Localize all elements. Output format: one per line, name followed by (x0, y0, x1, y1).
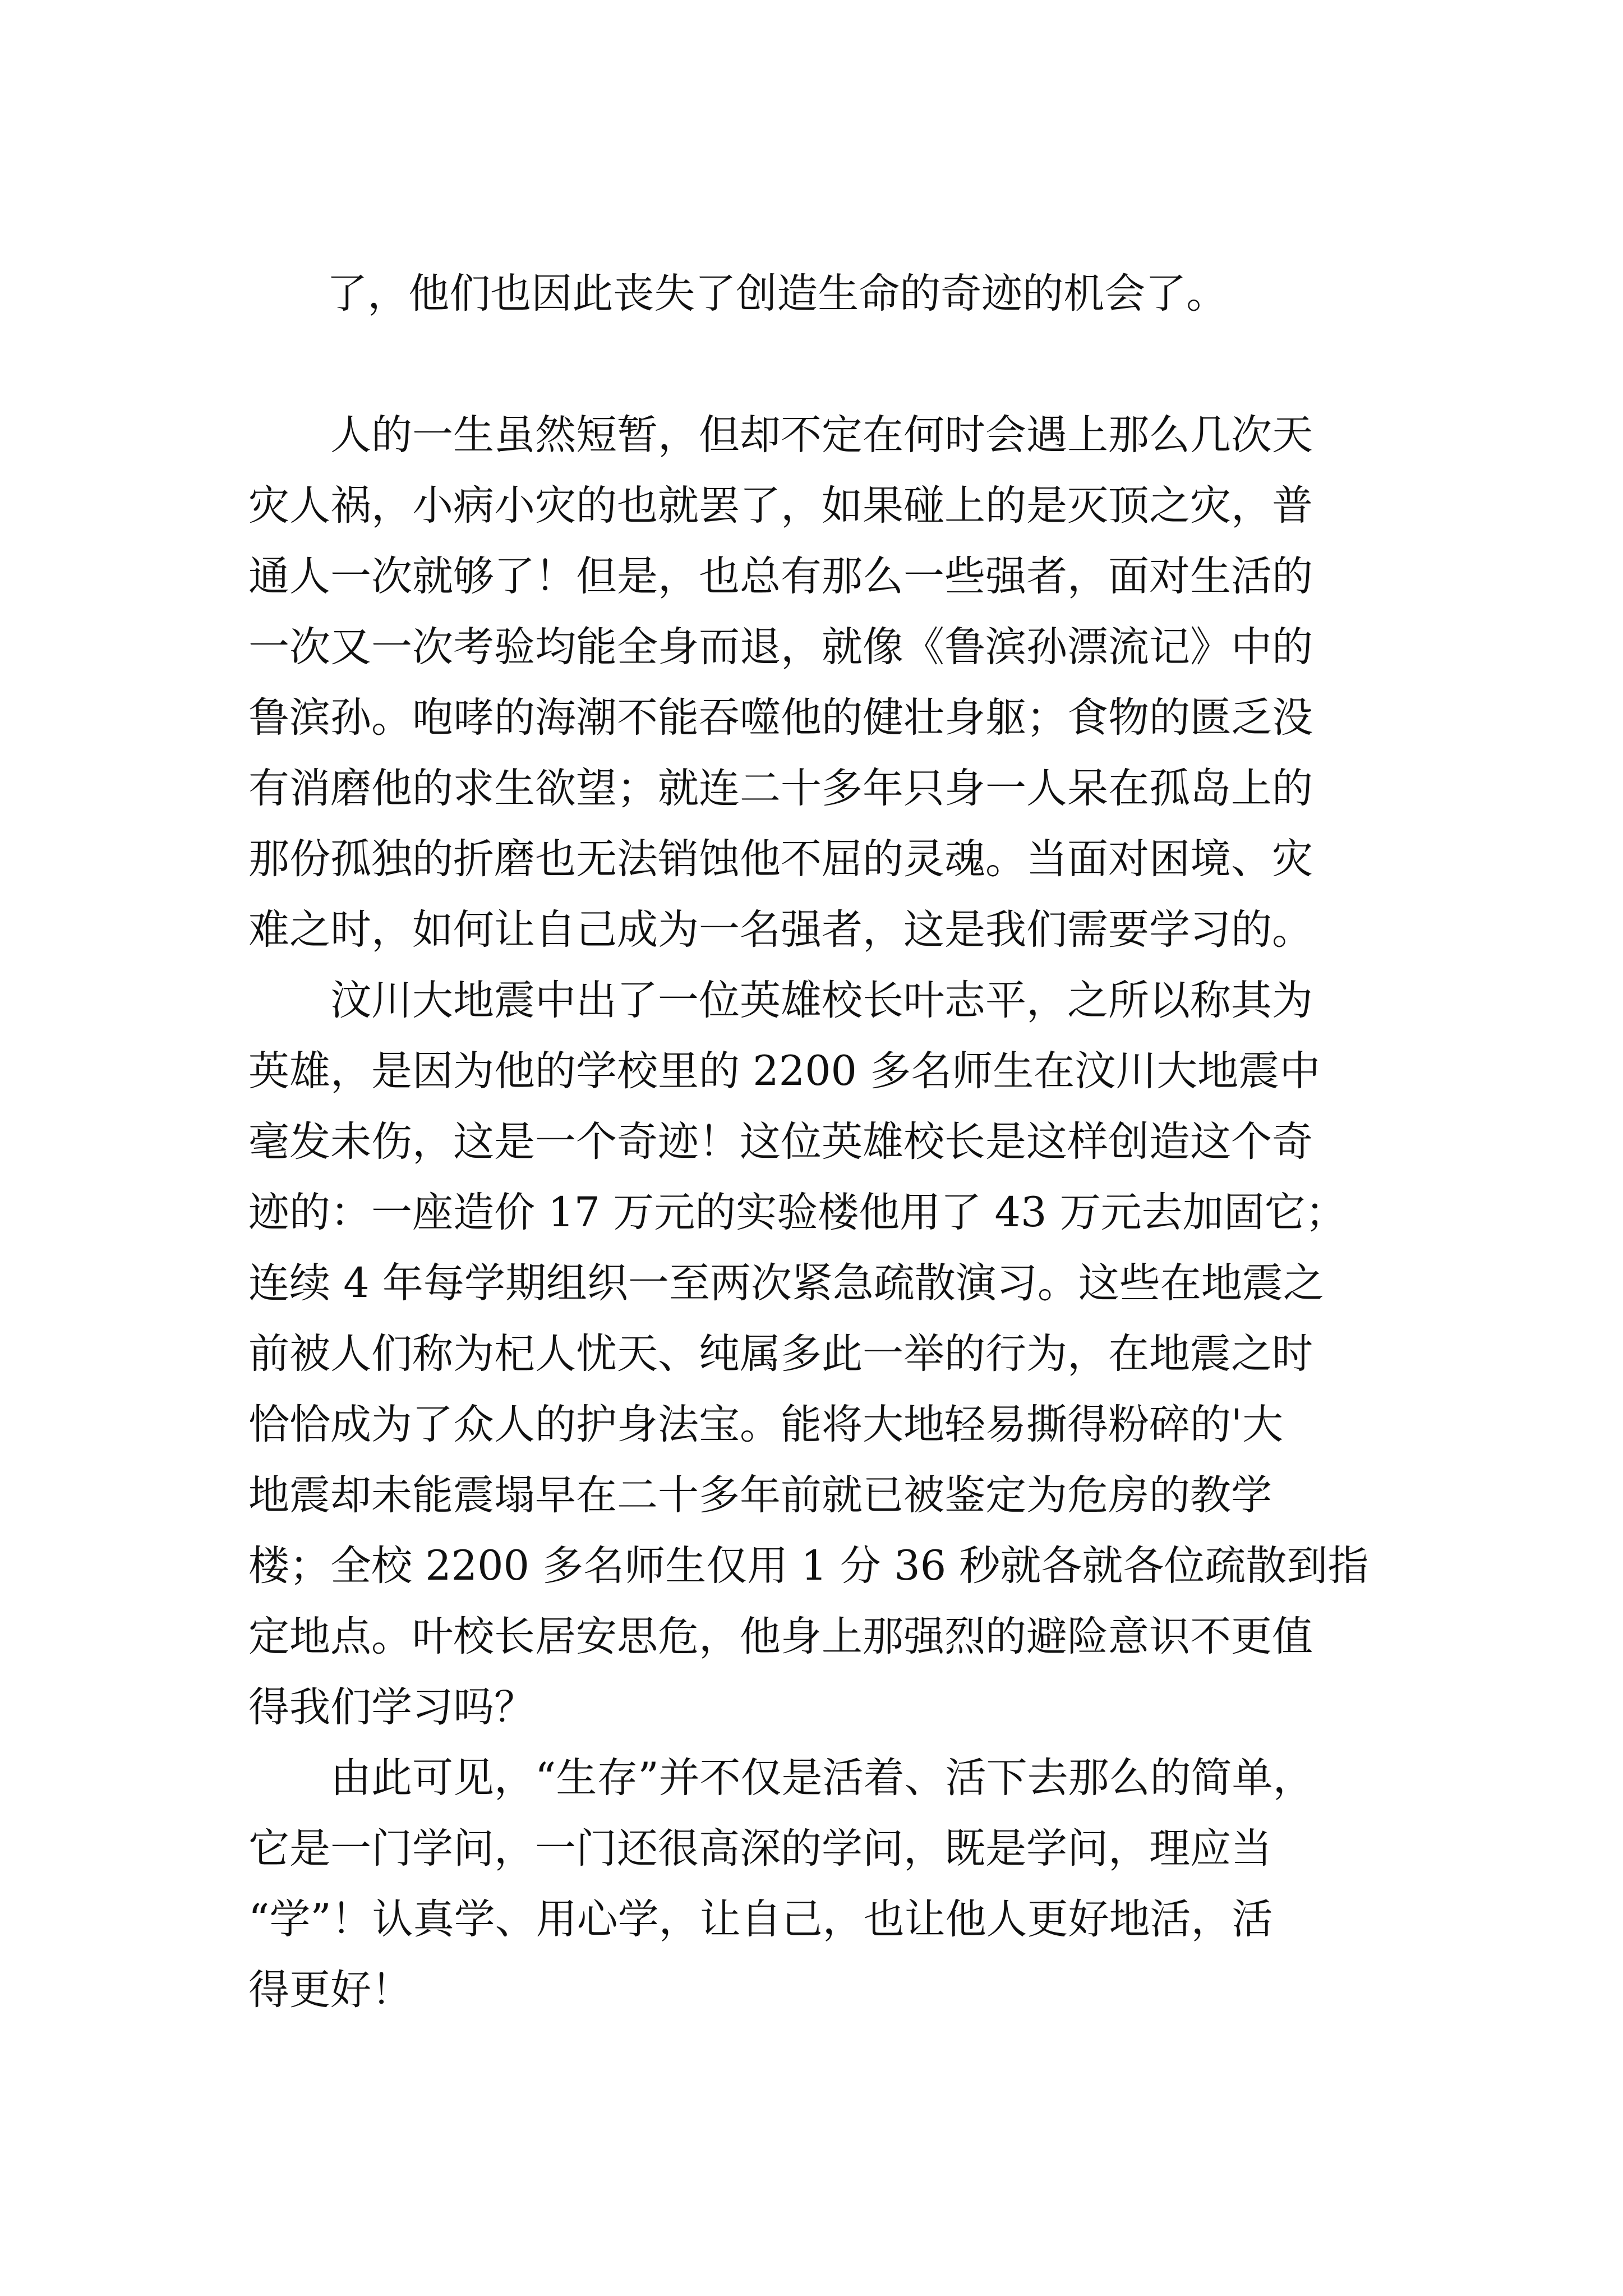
text-line: 通人一次就够了！但是，也总有那么一些强者，面对生活的 (248, 553, 1313, 600)
text-line: 有消磨他的求生欲望；就连二十多年只身一人呆在孤岛上的 (248, 765, 1313, 812)
paragraph-wenchuan-principal (248, 965, 1369, 1743)
text-line: 英雄，是因为他的学校里的 2200 多名师生在汶川大地震中 (248, 1047, 1321, 1095)
text-line: 它是一门学问，一门还很高深的学问，既是学问，理应当 (248, 1825, 1272, 1872)
text-line: 毫发未伤，这是一个奇迹！这位英雄校长是这样创造这个奇 (248, 1118, 1313, 1166)
text-line: 得我们学习吗？ (248, 1683, 535, 1731)
text-line: 难之时，如何让自己成为一名强者，这是我们需要学习的。 (248, 906, 1313, 954)
text-line: “学”！认真学、用心学，让自己，也让他人更好地活，活 (248, 1895, 1273, 1943)
text-line: 连续 4 年每学期组织一至两次紧急疏散演习。这些在地震之 (248, 1259, 1324, 1307)
text-line: 由此可见，“生存”并不仅是活着、活下去那么的简单， (248, 1754, 1314, 1802)
text-line: 人的一生虽然短暂，但却不定在何时会遇上那么几次天 (248, 411, 1313, 459)
text-line: 了，他们也因此丧失了创造生命的奇迹的机会了。 (326, 270, 1228, 318)
text-line: 一次又一次考验均能全身而退，就像《鲁滨孙漂流记》中的 (248, 623, 1313, 671)
text-line: 前被人们称为杞人忧天、纯属多此一举的行为，在地震之时 (248, 1330, 1313, 1378)
document-body (248, 188, 1369, 2026)
text-line: 楼；全校 2200 多名师生仅用 1 分 36 秒就各就各位疏散到指 (248, 1542, 1369, 1590)
text-line: 恰恰成为了众人的护身法宝。能将大地轻易撕得粉碎的'大 (248, 1401, 1284, 1448)
paragraph-conclusion (248, 1743, 1364, 2026)
paragraph-continuation (248, 188, 1364, 400)
text-line: 地震却未能震塌早在二十多年前就已被鉴定为危房的教学 (248, 1471, 1272, 1519)
text-line: 那份孤独的折磨也无法销蚀他不屈的灵魂。当面对困境、灾 (248, 835, 1313, 883)
text-line: 鲁滨孙。咆哮的海潮不能吞噬他的健壮身躯；食物的匮乏没 (248, 694, 1313, 742)
text-line: 汶川大地震中出了一位英雄校长叶志平，之所以称其为 (248, 977, 1313, 1024)
paragraph-robinson-crusoe (248, 400, 1364, 965)
text-line: 得更好！ (248, 1966, 412, 2014)
text-line: 灾人祸，小病小灾的也就罢了，如果碰上的是灭顶之灾，普 (248, 482, 1313, 530)
text-line: 迹的：一座造价 17 万元的实验楼他用了 43 万元去加固它； (248, 1189, 1347, 1236)
text-line: 定地点。叶校长居安思危，他身上那强烈的避险意识不更值 (248, 1613, 1313, 1660)
